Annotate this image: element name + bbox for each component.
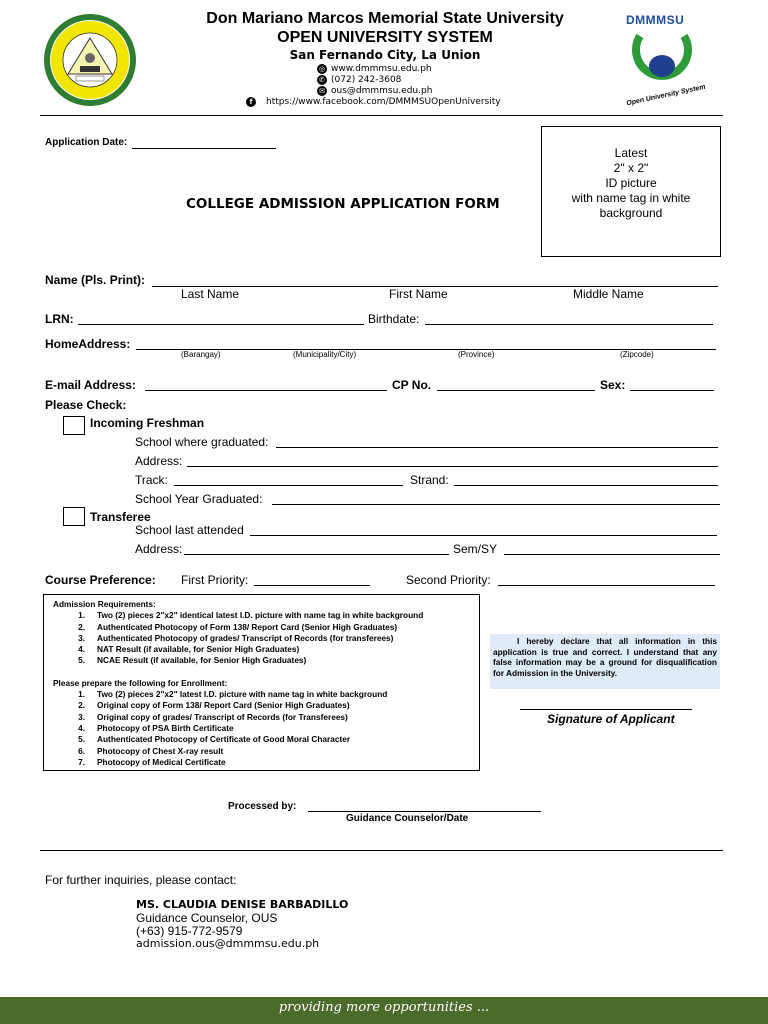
school-attended-field[interactable] xyxy=(250,535,717,536)
municipality-caption: (Municipality/City) xyxy=(293,350,357,359)
lrn-field[interactable] xyxy=(78,324,364,325)
enrollment-item: 2. Original copy of Form 138/ Report Card (Senior High Graduates) xyxy=(78,700,350,711)
admission-requirements-title: Admission Requirements: xyxy=(53,599,156,609)
cp-label: CP No. xyxy=(392,378,432,392)
contact-intro: For further inquiries, please contact: xyxy=(45,873,237,887)
first-priority-field[interactable] xyxy=(254,585,370,586)
declaration-box: I hereby declare that all information in this application is true and correct. I understand that any false information may be a ground for disqualification for Admission in the University. xyxy=(490,634,720,689)
photo-line-1: Latest xyxy=(614,146,648,160)
track-field[interactable] xyxy=(174,485,403,486)
freshman-label: Incoming Freshman xyxy=(90,416,205,430)
middle-name-caption: Middle Name xyxy=(573,287,644,301)
facebook-icon: f xyxy=(246,97,256,107)
email-field[interactable] xyxy=(145,390,387,391)
photo-line-2: 2" x 2" xyxy=(613,161,649,175)
enrollment-item: 1. Two (2) pieces 2"x2" latest I.D. picture with name tag in white background xyxy=(78,689,388,700)
second-priority-label: Second Priority: xyxy=(406,573,491,587)
freshman-address-field[interactable] xyxy=(187,466,718,467)
school-graduated-label: School where graduated: xyxy=(135,435,269,449)
freshman-address-label: Address: xyxy=(135,454,183,468)
mail-icon: ✉ xyxy=(317,86,327,96)
name-label: Name (Pls. Print): xyxy=(45,273,146,287)
university-name: Don Mariano Marcos Memorial State University xyxy=(206,10,564,27)
contact-role: Guidance Counselor, OUS xyxy=(136,911,278,925)
transferee-label: Transferee xyxy=(90,510,151,524)
phone-icon: ✆ xyxy=(317,75,327,85)
admission-item: 2. Authenticated Photocopy of Form 138/ Report Card (Senior High Graduates) xyxy=(78,621,398,632)
contact-name: MS. CLAUDIA DENISE BARBADILLO xyxy=(136,898,349,911)
admission-item: 1. Two (2) pieces 2"x2" identical latest I.D. picture with name tag in white background xyxy=(78,610,424,621)
admission-item: 5. NCAE Result (if available, for Senior High Graduates) xyxy=(78,655,307,666)
footer-banner: providing more opportunities ... xyxy=(0,997,768,1024)
signature-label: Signature of Applicant xyxy=(547,712,675,726)
admission-item: 4. NAT Result (if available, for Senior High Graduates) xyxy=(78,644,300,655)
lrn-label: LRN: xyxy=(45,312,74,326)
application-date-label: Application Date: xyxy=(45,137,128,148)
system-name: OPEN UNIVERSITY SYSTEM xyxy=(277,29,493,46)
home-address-label: HomeAddress: xyxy=(45,337,131,351)
signature-field[interactable] xyxy=(520,709,692,710)
right-logo-arc-text: Open University System xyxy=(625,83,707,108)
bottom-divider xyxy=(40,850,723,851)
school-graduated-field[interactable] xyxy=(276,447,718,448)
header-divider xyxy=(40,115,723,116)
email-label: E-mail Address: xyxy=(45,378,136,392)
globe-icon: ◎ xyxy=(318,65,326,73)
requirements-box xyxy=(43,594,480,771)
transferee-address-label: Address: xyxy=(135,542,183,556)
transferee-address-field[interactable] xyxy=(184,554,449,555)
sem-sy-field[interactable] xyxy=(504,554,720,555)
cp-field[interactable] xyxy=(437,390,595,391)
phone-text: (072) 242-3608 xyxy=(331,75,402,85)
enrollment-requirements-title: Please prepare the following for Enrollment: xyxy=(53,677,228,688)
photo-line-4: with name tag in white xyxy=(571,191,691,205)
enrollment-item: 7. Photocopy of Medical Certificate xyxy=(78,756,226,767)
strand-label: Strand: xyxy=(410,473,449,487)
school-attended-label: School last attended xyxy=(135,523,244,537)
admission-item: 3. Authenticated Photocopy of grades/ Transcript of Records (for transferees) xyxy=(78,632,394,643)
id-photo-box xyxy=(541,126,721,257)
processed-by-field[interactable] xyxy=(308,811,541,812)
enrollment-item: 3. Original copy of grades/ Transcript of Records (for Transferees) xyxy=(78,711,348,722)
form-title: COLLEGE ADMISSION APPLICATION FORM xyxy=(186,196,500,212)
sem-sy-label: Sem/SY xyxy=(453,542,498,556)
enrollment-item: 4. Photocopy of PSA Birth Certificate xyxy=(78,722,234,733)
email-line xyxy=(317,86,432,96)
open-university-logo xyxy=(612,12,716,110)
photo-line-5: background xyxy=(599,206,663,220)
phone-line xyxy=(317,75,401,85)
application-date-field[interactable] xyxy=(132,148,276,149)
website-line xyxy=(317,64,432,74)
school-year-label: School Year Graduated: xyxy=(135,492,263,506)
transferee-checkbox[interactable] xyxy=(63,507,85,526)
email-text[interactable]: ous@dmmmsu.edu.ph xyxy=(331,86,433,96)
first-priority-label: First Priority: xyxy=(181,573,249,587)
last-name-caption: Last Name xyxy=(181,287,240,301)
barangay-caption: (Barangay) xyxy=(181,350,221,359)
please-check-label: Please Check: xyxy=(45,398,127,412)
facebook-text[interactable]: https://www.facebook.com/DMMMSUOpenUniversity xyxy=(266,97,501,107)
website-text[interactable]: www.dmmmsu.edu.ph xyxy=(331,64,432,74)
school-year-field[interactable] xyxy=(272,504,720,505)
city: San Fernando City, La Union xyxy=(289,48,481,62)
second-priority-field[interactable] xyxy=(498,585,715,586)
right-logo-text: DMMMSU xyxy=(626,13,685,27)
birthdate-label: Birthdate: xyxy=(368,312,420,326)
zipcode-caption: (Zipcode) xyxy=(620,350,654,359)
processed-by-label: Processed by: xyxy=(228,801,297,812)
strand-field[interactable] xyxy=(454,485,718,486)
contact-phone: (+63) 915-772-9579 xyxy=(136,924,243,938)
contact-email[interactable]: admission.ous@dmmmsu.edu.ph xyxy=(136,937,320,950)
enrollment-item: 6. Photocopy of Chest X-ray result xyxy=(78,745,224,756)
birthdate-field[interactable] xyxy=(425,324,713,325)
freshman-checkbox[interactable] xyxy=(63,416,85,435)
enrollment-item: 5. Authenticated Photocopy of Certificate of Good Moral Character xyxy=(78,734,351,745)
course-preference-label: Course Preference: xyxy=(45,573,156,587)
first-name-caption: First Name xyxy=(389,287,448,301)
counselor-date-caption: Guidance Counselor/Date xyxy=(346,813,469,824)
track-label: Track: xyxy=(135,473,168,487)
province-caption: (Province) xyxy=(458,350,495,359)
facebook-line xyxy=(246,97,501,107)
sex-field[interactable] xyxy=(630,390,714,391)
photo-line-3: ID picture xyxy=(605,176,657,190)
university-seal-logo xyxy=(40,12,140,108)
sex-label: Sex: xyxy=(600,378,626,392)
